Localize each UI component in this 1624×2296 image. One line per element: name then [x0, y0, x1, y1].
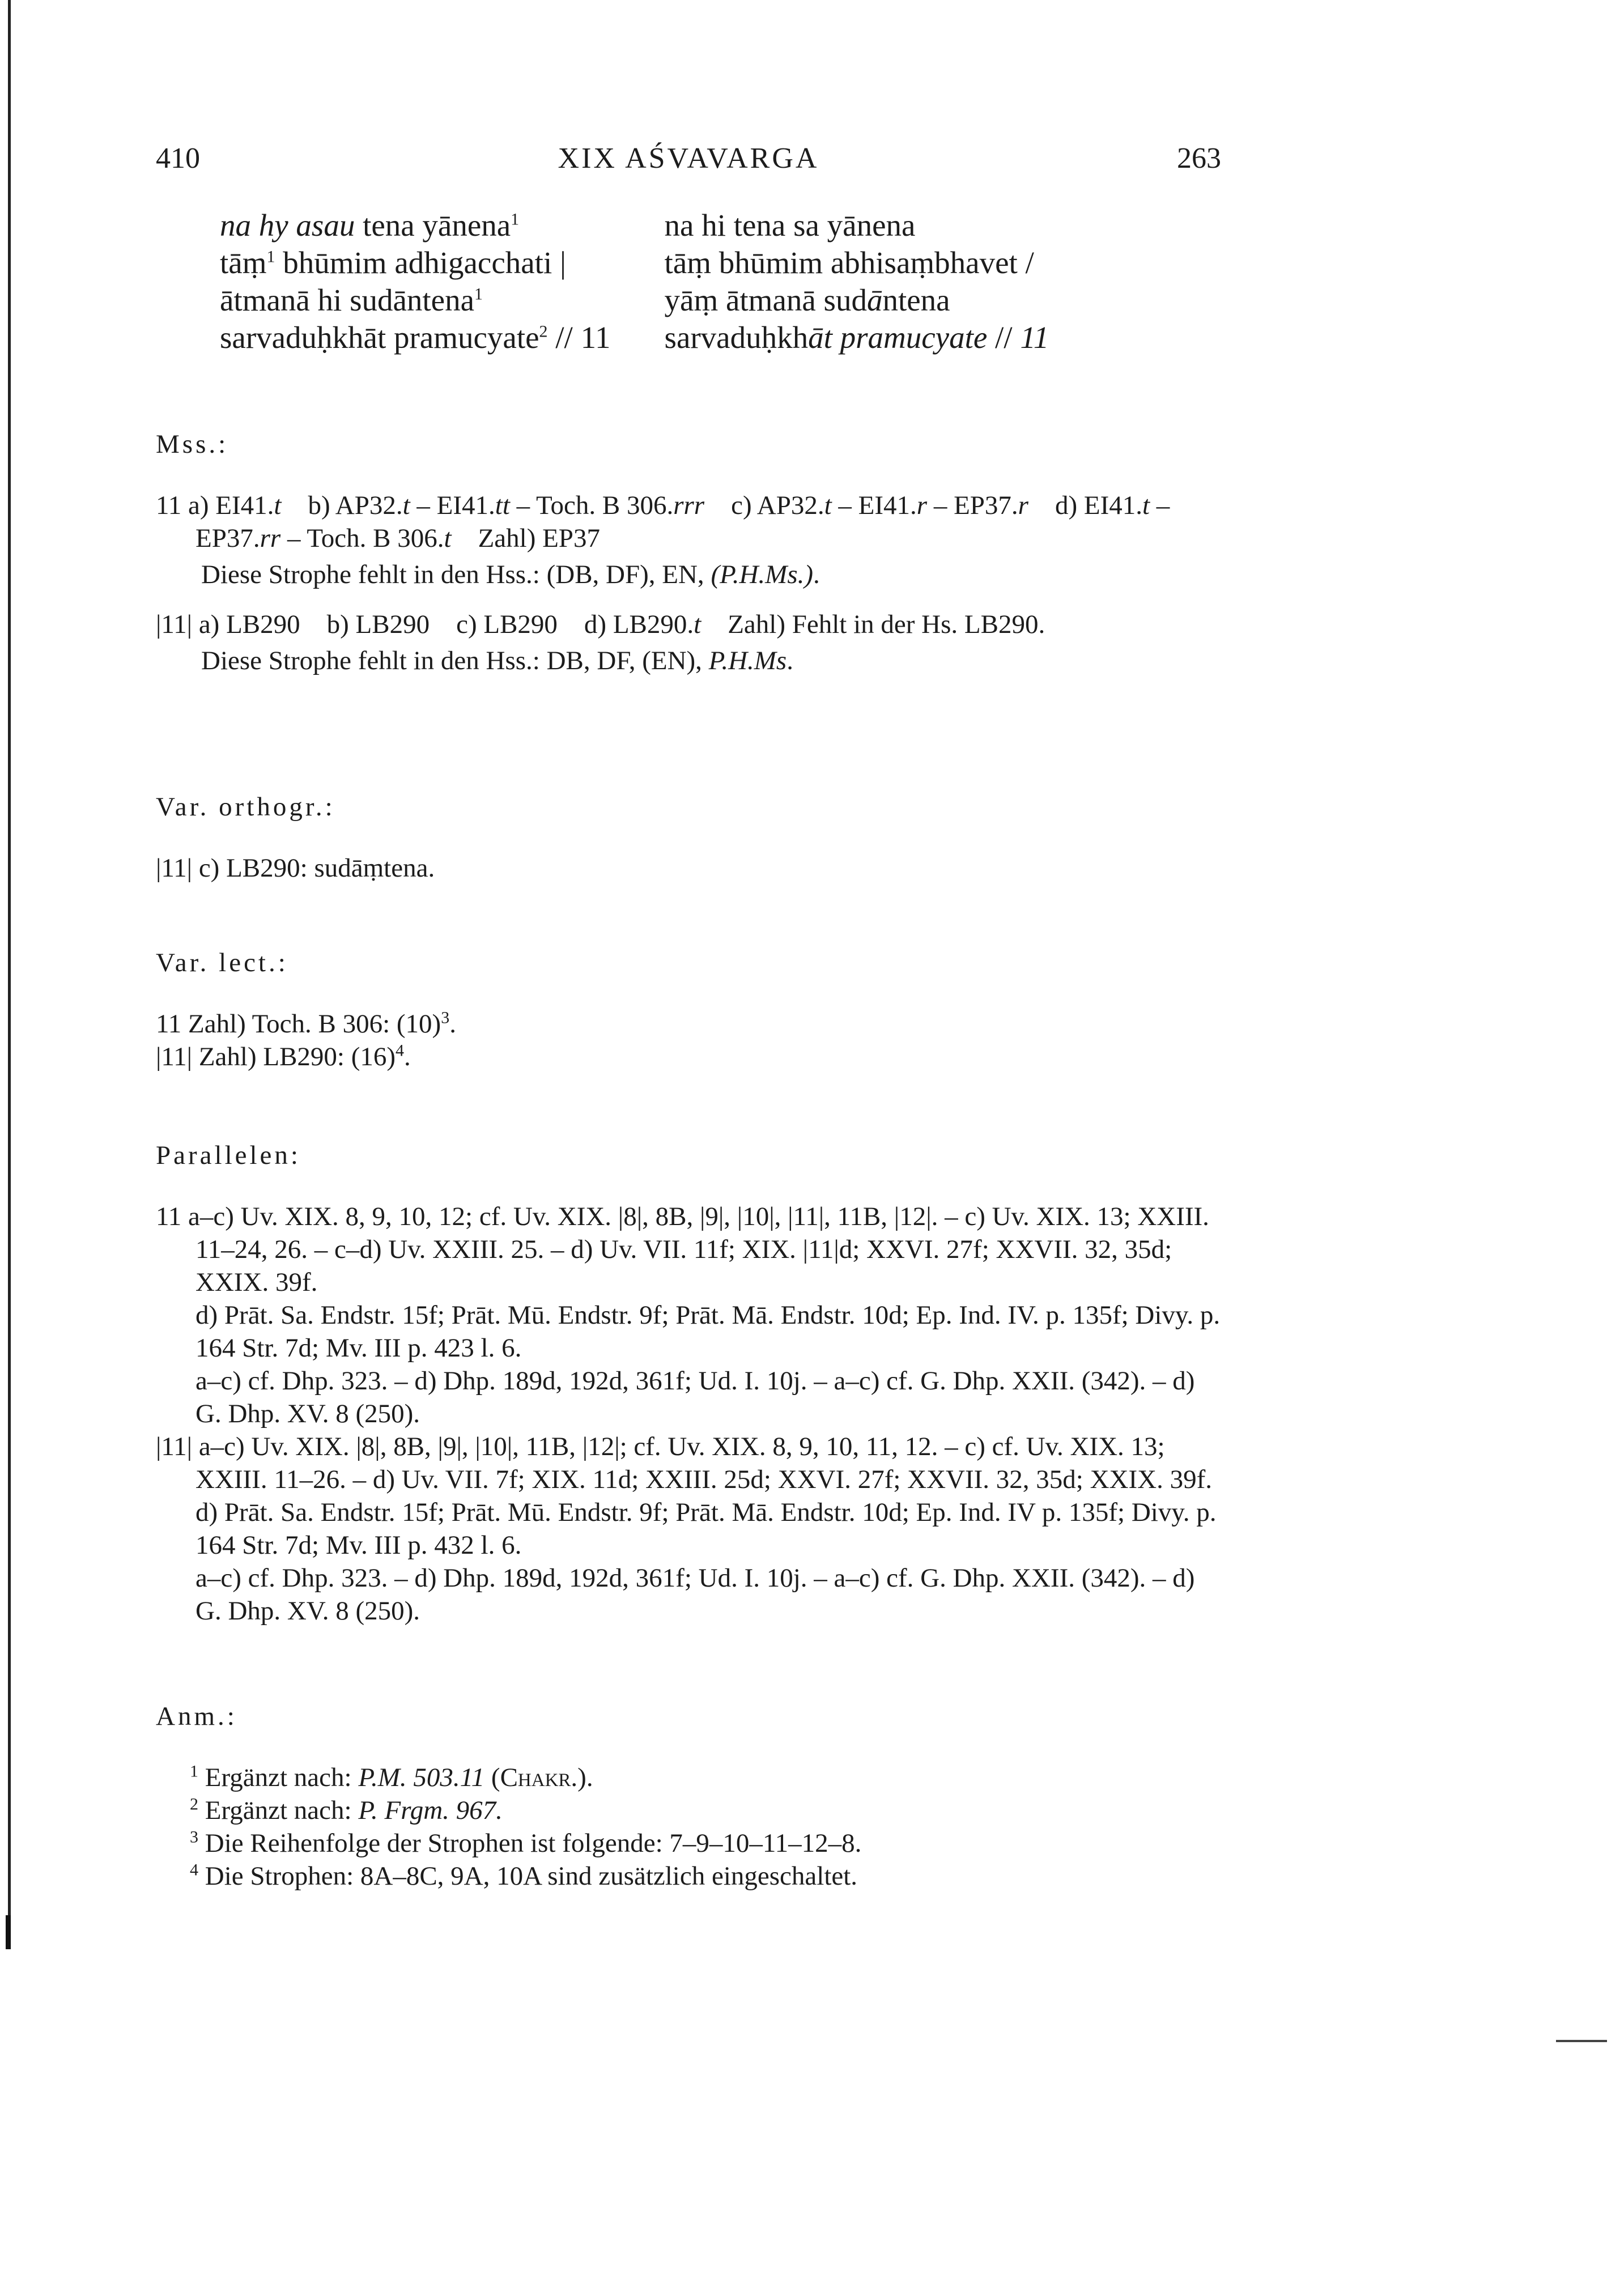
left-page-number: 410 [156, 142, 200, 175]
italic-text: 11 [1020, 320, 1049, 355]
text-run: Die Reihenfolge der Strophen ist folgende: 7–9–10–11–12–8. [198, 1829, 862, 1858]
italic-text: P. Frgm. 967. [358, 1796, 503, 1825]
mss-entry [156, 489, 1227, 555]
text-run: sarvaduḥkh [664, 320, 809, 355]
var-orthogr-label: Var. orthogr.: [156, 792, 335, 822]
text-run: yāṃ ātmanā sud [664, 283, 867, 317]
text-run: . [404, 1042, 411, 1072]
text-run: c) AP32. [704, 491, 824, 520]
var-lect-entry [156, 1007, 1227, 1040]
running-header [156, 142, 1221, 181]
italic-text: r [1018, 491, 1028, 520]
parallel-entry [156, 1562, 1227, 1627]
italic-text: t [402, 491, 410, 520]
verse-line [665, 282, 1049, 319]
text-run: d) EI41. [1028, 491, 1142, 520]
text-run: Ergänzt nach: [198, 1796, 359, 1825]
text-run: 11 a) EI41. [156, 491, 274, 520]
chapter-title: XIX AŚVAVARGA [558, 142, 819, 175]
text-run: ntena [882, 283, 950, 317]
text-run: . [449, 1009, 456, 1039]
mss-entry [156, 558, 1227, 591]
verse-line [665, 207, 1049, 244]
text-run: – Toch. B 306. [280, 524, 444, 553]
text-run: // 11 [547, 320, 611, 355]
text-run: tāṃ bhūmim abhisaṃbhavet / [664, 245, 1034, 280]
var-lect-section [156, 946, 1227, 1073]
italic-text: P.M. 503.11 [358, 1763, 485, 1792]
var-orthogr-entry [156, 852, 1227, 885]
text-run: a–c) cf. Dhp. 323. – d) Dhp. 189d, 192d, 361f; Ud. I. 10j. – a–c) cf. G. Dhp. XXII. (342). – d) G. Dhp. XV. 8 (250). [195, 1563, 1202, 1626]
text-run: . [813, 560, 820, 589]
italic-text: t [444, 524, 452, 553]
parallelen-lines [156, 1200, 1227, 1627]
text-run: na hi tena sa yānena [664, 208, 916, 243]
italic-text: rrr [673, 491, 705, 520]
parallel-entry [156, 1364, 1227, 1430]
italic-text: na hy asau [220, 208, 355, 243]
text-run: tena yānena [355, 208, 511, 243]
italic-text: t [274, 491, 282, 520]
parallel-entry [156, 1200, 1227, 1299]
text-run: – EI41. [410, 491, 495, 520]
footnote [190, 1761, 1227, 1794]
var-lect-lines [156, 1007, 1227, 1073]
text-run: |11| a) LB290 b) LB290 c) LB290 d) LB290. [156, 610, 694, 639]
footnote-marker: 1 [511, 210, 520, 229]
text-run: a–c) cf. Dhp. 323. – d) Dhp. 189d, 192d, 361f; Ud. I. 10j. – a–c) cf. G. Dhp. XXII. (342). – d) G. Dhp. XV. 8 (250). [195, 1366, 1202, 1428]
text-run: Die Strophen: 8A–8C, 9A, 10A sind zusätzlich eingeschaltet. [198, 1861, 858, 1891]
text-run: 11 a–c) Uv. XIX. 8, 9, 10, 12; cf. Uv. XIX. |8|, 8B, |9|, |10|, |11|, 11B, |12|. – c) Uv. XIX. 13; XXIII. 11–24, 26. – c–d) Uv. XXIII. 25. – d) Uv. VII. 11f; XIX. |11|d; XXVI. 27f; XXVII. 32, 35d; XXIX. 39f. [156, 1202, 1216, 1297]
var-lect-entry [156, 1040, 1227, 1073]
verse-line [220, 319, 611, 356]
italic-text: tt [495, 491, 510, 520]
mss-entry [156, 644, 1227, 677]
footnote [190, 1827, 1227, 1860]
mss-label: Mss.: [156, 430, 229, 459]
text-run: Ergänzt nach: [198, 1763, 359, 1792]
italic-text: P.H.Ms [708, 646, 787, 675]
footnote-marker: 2 [190, 1795, 198, 1814]
text-run: b) AP32. [281, 491, 403, 520]
var-lect-label: Var. lect.: [156, 948, 288, 977]
verse-line [220, 207, 611, 244]
text-run: – EI41. [831, 491, 917, 520]
scan-edge-mark [6, 1915, 11, 1949]
text-run: sarvaduḥkhāt pramucyate [220, 320, 539, 355]
verse-line [220, 282, 611, 319]
text-run: bhūmim adhigacchati | [275, 245, 566, 280]
footnote-marker: 3 [441, 1008, 450, 1027]
italic-text: āt pramucyate [808, 320, 988, 355]
mss-lines [156, 489, 1227, 677]
text-run: Diese Strophe fehlt in den Hss.: (DB, DF), EN, [201, 560, 711, 589]
mss-entry [156, 608, 1227, 641]
text-run: Zahl) EP37 [451, 524, 600, 553]
text-run: ātmanā hi sudāntena [220, 283, 474, 317]
text-run: Zahl) Fehlt in der Hs. LB290. [701, 610, 1045, 639]
verse-block [220, 207, 1223, 356]
verse-line [220, 244, 611, 282]
anm-lines [156, 1761, 1227, 1893]
italic-text: t [1142, 491, 1150, 520]
smallcaps-text: Chakr. [500, 1763, 578, 1792]
text-run: |11| c) LB290: sudāṃtena. [156, 853, 435, 883]
verse-left-column [220, 207, 611, 356]
parallel-entry [156, 1430, 1227, 1496]
italic-text: rr [260, 524, 281, 553]
footnote-marker: 4 [396, 1041, 405, 1060]
parallelen-label: Parallelen: [156, 1141, 301, 1170]
text-run: // [987, 320, 1021, 355]
var-orthogr-lines [156, 852, 1227, 885]
italic-text: ā [866, 283, 883, 317]
text-run: ). [577, 1763, 593, 1792]
parallelen-section [156, 1139, 1227, 1627]
mss-section [156, 428, 1227, 677]
footnote [190, 1794, 1227, 1827]
anm-section [156, 1700, 1227, 1893]
text-run: 11 Zahl) Toch. B 306: (10) [156, 1009, 441, 1039]
parallel-entry [156, 1496, 1227, 1562]
footnote-marker: 1 [474, 284, 483, 304]
footnote-marker: 2 [539, 322, 548, 341]
text-run: |11| Zahl) LB290: (16) [156, 1042, 396, 1072]
var-orthogr-section [156, 790, 1227, 885]
text-run: |11| a–c) Uv. XIX. |8|, 8B, |9|, |10|, 11B, |12|; cf. Uv. XIX. 8, 9, 10, 11, 12. – c) cf. Uv. XIX. 13; XXIII. 11–26. – d) Uv. VII. 7f; XIX. 11d; XXIII. 25d; XXVI. 27f; XXVII. 32, 35d; XXIX. 39f. [156, 1432, 1212, 1494]
footnote [190, 1860, 1227, 1893]
text-run: – Toch. B 306. [509, 491, 674, 520]
italic-text: t [694, 610, 702, 639]
text-run: tāṃ [220, 245, 267, 280]
footnote-marker: 3 [190, 1827, 198, 1847]
margin-dash-mark [1556, 2040, 1607, 2042]
footnote-marker: 4 [190, 1860, 198, 1880]
scan-edge-line [8, 0, 11, 1949]
text-run: Diese Strophe fehlt in den Hss.: DB, DF, (EN), [201, 646, 709, 675]
right-page-number: 263 [1176, 142, 1221, 175]
footnote-marker: 1 [190, 1762, 198, 1781]
parallel-entry [156, 1299, 1227, 1364]
anm-label: Anm.: [156, 1702, 237, 1731]
text-run: ( [484, 1763, 500, 1792]
italic-text: (P.H.Ms.) [711, 560, 814, 589]
text-run: d) Prāt. Sa. Endstr. 15f; Prāt. Mū. Endstr. 9f; Prāt. Mā. Endstr. 10d; Ep. Ind. IV p. 135f; Divy. p. 164 Str. 7d; Mv. III p. 432 l. 6. [195, 1498, 1223, 1560]
footnote-marker: 1 [266, 247, 275, 266]
italic-text: r [916, 491, 928, 520]
verse-right-column [665, 207, 1049, 356]
text-run: – EP37. [927, 491, 1018, 520]
text-run: d) Prāt. Sa. Endstr. 15f; Prāt. Mū. Endstr. 9f; Prāt. Mā. Endstr. 10d; Ep. Ind. IV. p. 135f; Divy. p. 164 Str. 7d; Mv. III p. 423 l. 6. [195, 1300, 1227, 1363]
verse-line [665, 319, 1049, 356]
verse-line [665, 244, 1049, 282]
italic-text: t [824, 491, 832, 520]
text-run: . [787, 646, 793, 675]
text-run: – EP37. [195, 491, 1177, 553]
